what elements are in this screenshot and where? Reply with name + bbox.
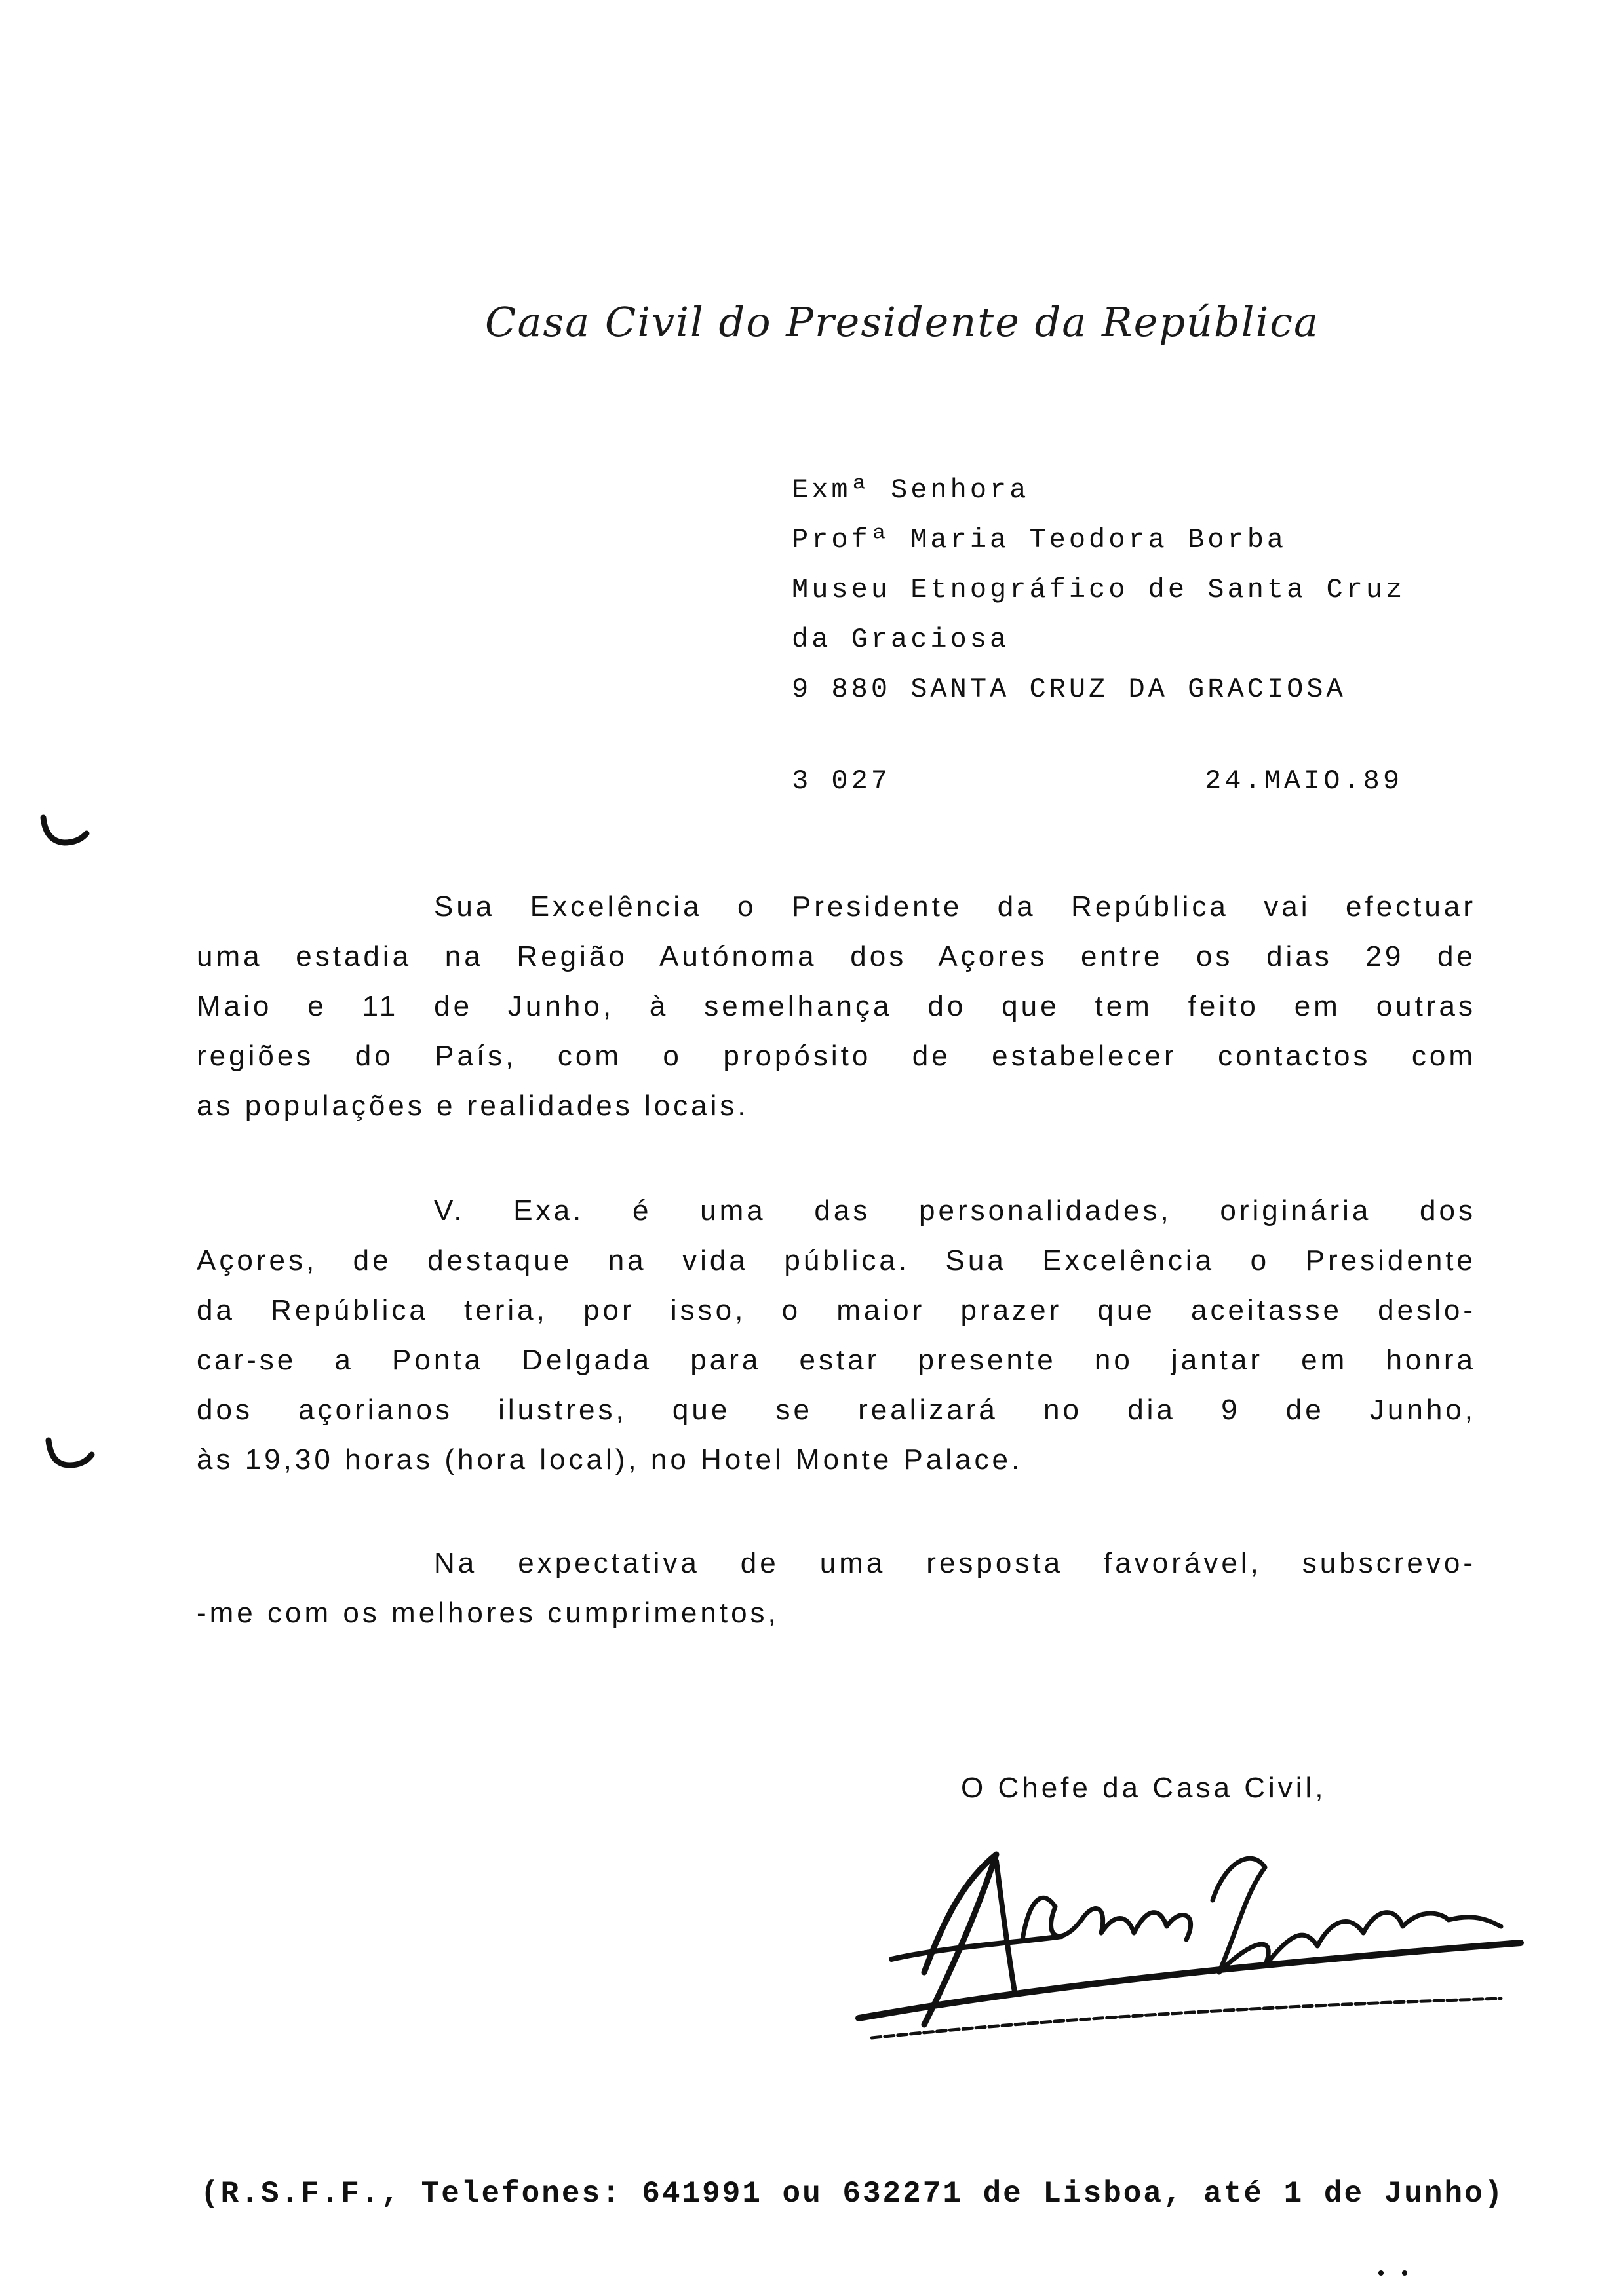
text-line: as populações e realidades locais. bbox=[197, 1090, 749, 1122]
address-line: Exmª Senhora bbox=[792, 474, 1030, 506]
signature bbox=[846, 1822, 1540, 2057]
text-line: da República teria, por isso, o maior prazer que aceitasse deslo- bbox=[197, 1294, 1476, 1326]
text-line: car-se a Ponta Delgada para estar presente no jantar em honra bbox=[197, 1344, 1476, 1376]
paragraph-1 bbox=[197, 882, 1476, 1131]
text-line: Na expectativa de uma resposta favorável, subscrevo- bbox=[434, 1547, 1476, 1579]
text-line: uma estadia na Região Autónoma dos Açores entre os dias 29 de bbox=[197, 940, 1476, 972]
text-line: regiões do País, com o propósito de estabelecer contactos com bbox=[197, 1040, 1476, 1072]
trailing-mark: • • bbox=[1375, 2264, 1411, 2286]
text-line: Açores, de destaque na vida pública. Sua Excelência o Presidente bbox=[197, 1244, 1476, 1276]
text-line: V. Exa. é uma das personalidades, originária dos bbox=[434, 1195, 1476, 1227]
paragraph-2 bbox=[197, 1186, 1476, 1485]
text-line: Sua Excelência o Presidente da República vai efectuar bbox=[434, 890, 1476, 923]
recipient-address bbox=[792, 465, 1405, 714]
letterhead: Casa Civil do Presidente da República bbox=[485, 298, 1319, 346]
address-line: Museu Etnográfico de Santa Cruz bbox=[792, 574, 1406, 605]
text-line: -me com os melhores cumprimentos, bbox=[197, 1597, 779, 1629]
text-line: Maio e 11 de Junho, à semelhança do que tem feito em outras bbox=[197, 990, 1476, 1022]
punch-hole-mark bbox=[43, 1435, 96, 1474]
reference-number: 3 027 bbox=[792, 765, 891, 797]
closing-line: O Chefe da Casa Civil, bbox=[961, 1772, 1327, 1804]
address-line: Profª Maria Teodora Borba bbox=[792, 524, 1287, 556]
paragraph-3 bbox=[197, 1539, 1476, 1638]
footer-note: (R.S.F.F., Telefones: 641991 ou 632271 de Lisboa, até 1 de Junho) bbox=[201, 2177, 1505, 2211]
text-line: às 19,30 horas (hora local), no Hotel Monte Palace. bbox=[197, 1444, 1023, 1476]
letter-date: 24.MAIO.89 bbox=[1205, 765, 1403, 797]
address-line: 9 880 SANTA CRUZ DA GRACIOSA bbox=[792, 674, 1346, 705]
punch-hole-mark bbox=[38, 813, 90, 852]
address-line: da Graciosa bbox=[792, 624, 1010, 655]
text-line: dos açorianos ilustres, que se realizará no dia 9 de Junho, bbox=[197, 1394, 1476, 1426]
